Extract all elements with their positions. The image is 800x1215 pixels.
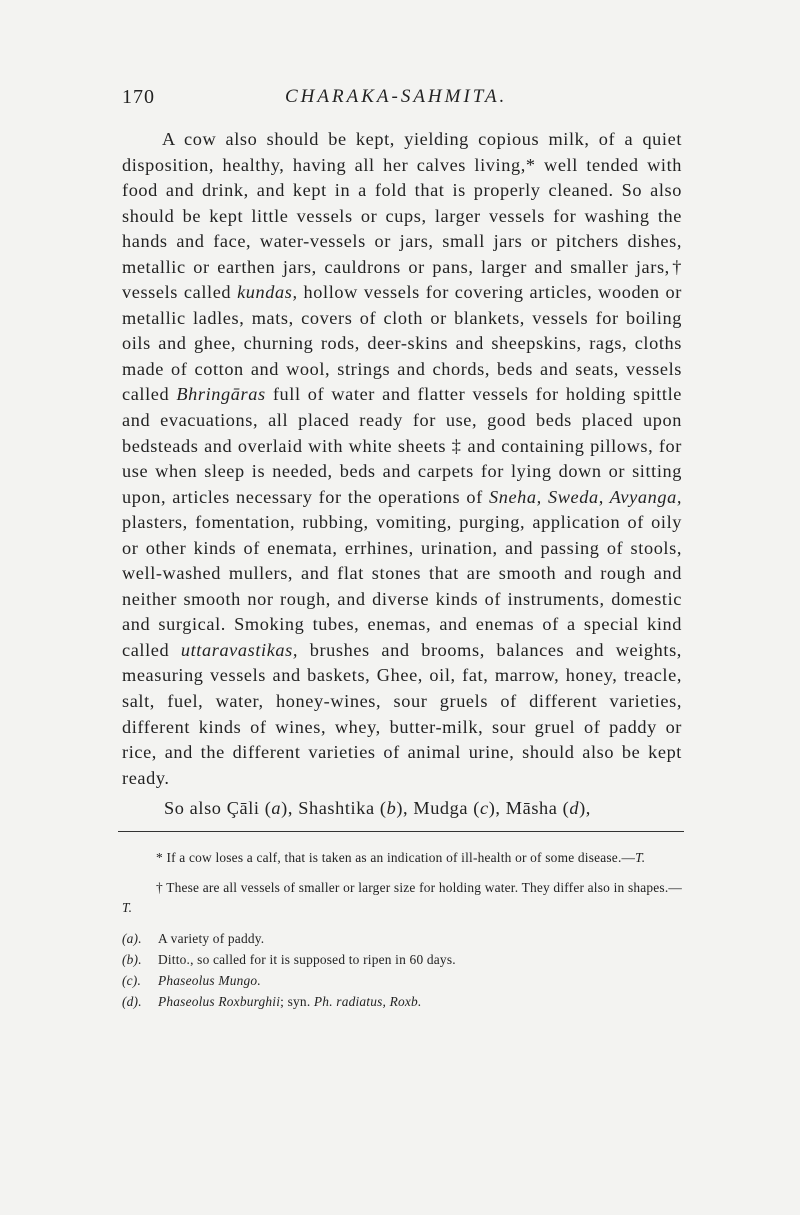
footnote-text: † These are all vessels of smaller or larger size for holding water. They differ also in shapes.— (156, 880, 682, 895)
continuation-text: ), Māsha ( (488, 798, 570, 818)
footnote-text: * If a cow loses a calf, that is taken as an indication of ill-health or of some disease.— (156, 850, 636, 865)
note-text: Phaseolus Roxburghii (158, 994, 281, 1009)
term-bhringaras: Bhringāras (176, 384, 266, 405)
continuation-text: So also Çāli ( (164, 798, 272, 818)
term-uttaravastikas: uttaravastikas, (180, 639, 299, 660)
note-ref-c: c (480, 798, 489, 818)
note-text: Phaseolus Mungo. (158, 973, 261, 988)
note-text: Ph. radiatus, Roxb. (313, 994, 422, 1009)
note-mark: (d). (122, 994, 142, 1009)
paragraph-text-part: A cow also should be kept, yielding copious milk, of a quiet disposition, healthy, having all her calves living,* well tended with food and drink, and kept in a fold that is properly cleaned. So also should be kept little vessels or cups, larger vessels for washing the hands and face, water-vessels or jars, small jars or pitchers dishes, metallic or earthen jars, cauldrons or pans, larger and smaller jars,† vessels called (122, 129, 682, 303)
note-ref-b: b (386, 798, 397, 818)
footnote-d (122, 991, 682, 1012)
note-text: ; syn. (280, 994, 314, 1009)
note-mark: (c). (122, 973, 142, 988)
term-sneha-sweda-avyanga: Sneha, Sweda, Avyanga, (488, 486, 682, 507)
footnote-b (122, 949, 682, 970)
footnote-c (122, 970, 682, 991)
term-kundas: kundas, (237, 282, 298, 303)
paragraph-text-part: plasters, fomentation, rubbing, vomiting, purging, application of oily or other kinds of enemata, errhines, urination, and passing of stools, well-washed mullers, and flat stones that are smooth and rough and neither smooth nor rough, and diverse kinds of instruments, domestic and surgical. Smoking tubes, enemas, and enemas of a special kind called (122, 512, 682, 660)
continuation-text: ), (579, 798, 591, 818)
translator-mark: T. (635, 850, 646, 865)
translator-mark: T. (122, 900, 133, 915)
paragraph-text-part: full of water and flatter vessels for holding spittle and evacuations, all placed ready for use, good beds placed upon bedsteads and overlaid with white sheets ‡ and containing pillows, for use when sleep is needed, beds and carpets for lying down or sitting upon, articles necessary for the operations of (122, 384, 682, 507)
note-text: Ditto., so called for it is supposed to ripen in 60 days. (158, 952, 456, 967)
note-ref-d: d (569, 798, 580, 818)
note-mark: (b). (122, 952, 142, 967)
continuation-text: ), Mudga ( (396, 798, 480, 818)
continuation-text: ), Shashtika ( (281, 798, 387, 818)
main-paragraph (122, 127, 682, 791)
footnote-star (122, 848, 682, 868)
note-text: A variety of paddy. (158, 931, 265, 946)
footnotes (122, 848, 682, 1012)
continuation-line (122, 796, 682, 821)
running-title: CHARAKA-SAHMITA. (285, 86, 508, 107)
footnote-divider (118, 831, 684, 832)
footnote-a (122, 928, 682, 949)
page-header (122, 86, 682, 112)
footnote-dagger (122, 878, 682, 918)
paragraph-text-part: hollow vessels for covering articles, wooden or metallic ladles, mats, covers of cloth or blankets, vessels for boiling oils and ghee, churning rods, deer-skins and sheepskins, rags, cloths made of cotton and wool, strings and chords, beds and seats, vessels called (122, 282, 682, 405)
note-ref-a: a (271, 798, 282, 818)
paragraph-text-part: brushes and brooms, balances and weights, measuring vessels and baskets, Ghee, oil, fat, marrow, honey, treacle, salt, fuel, water, honey-wines, sour gruels of different varieties, different kinds of wines, whey, butter-milk, sour gruel of paddy or rice, and the different varieties of animal urine, should also be kept ready. (122, 639, 682, 788)
note-mark: (a). (122, 931, 142, 946)
page-number: 170 (122, 86, 155, 108)
